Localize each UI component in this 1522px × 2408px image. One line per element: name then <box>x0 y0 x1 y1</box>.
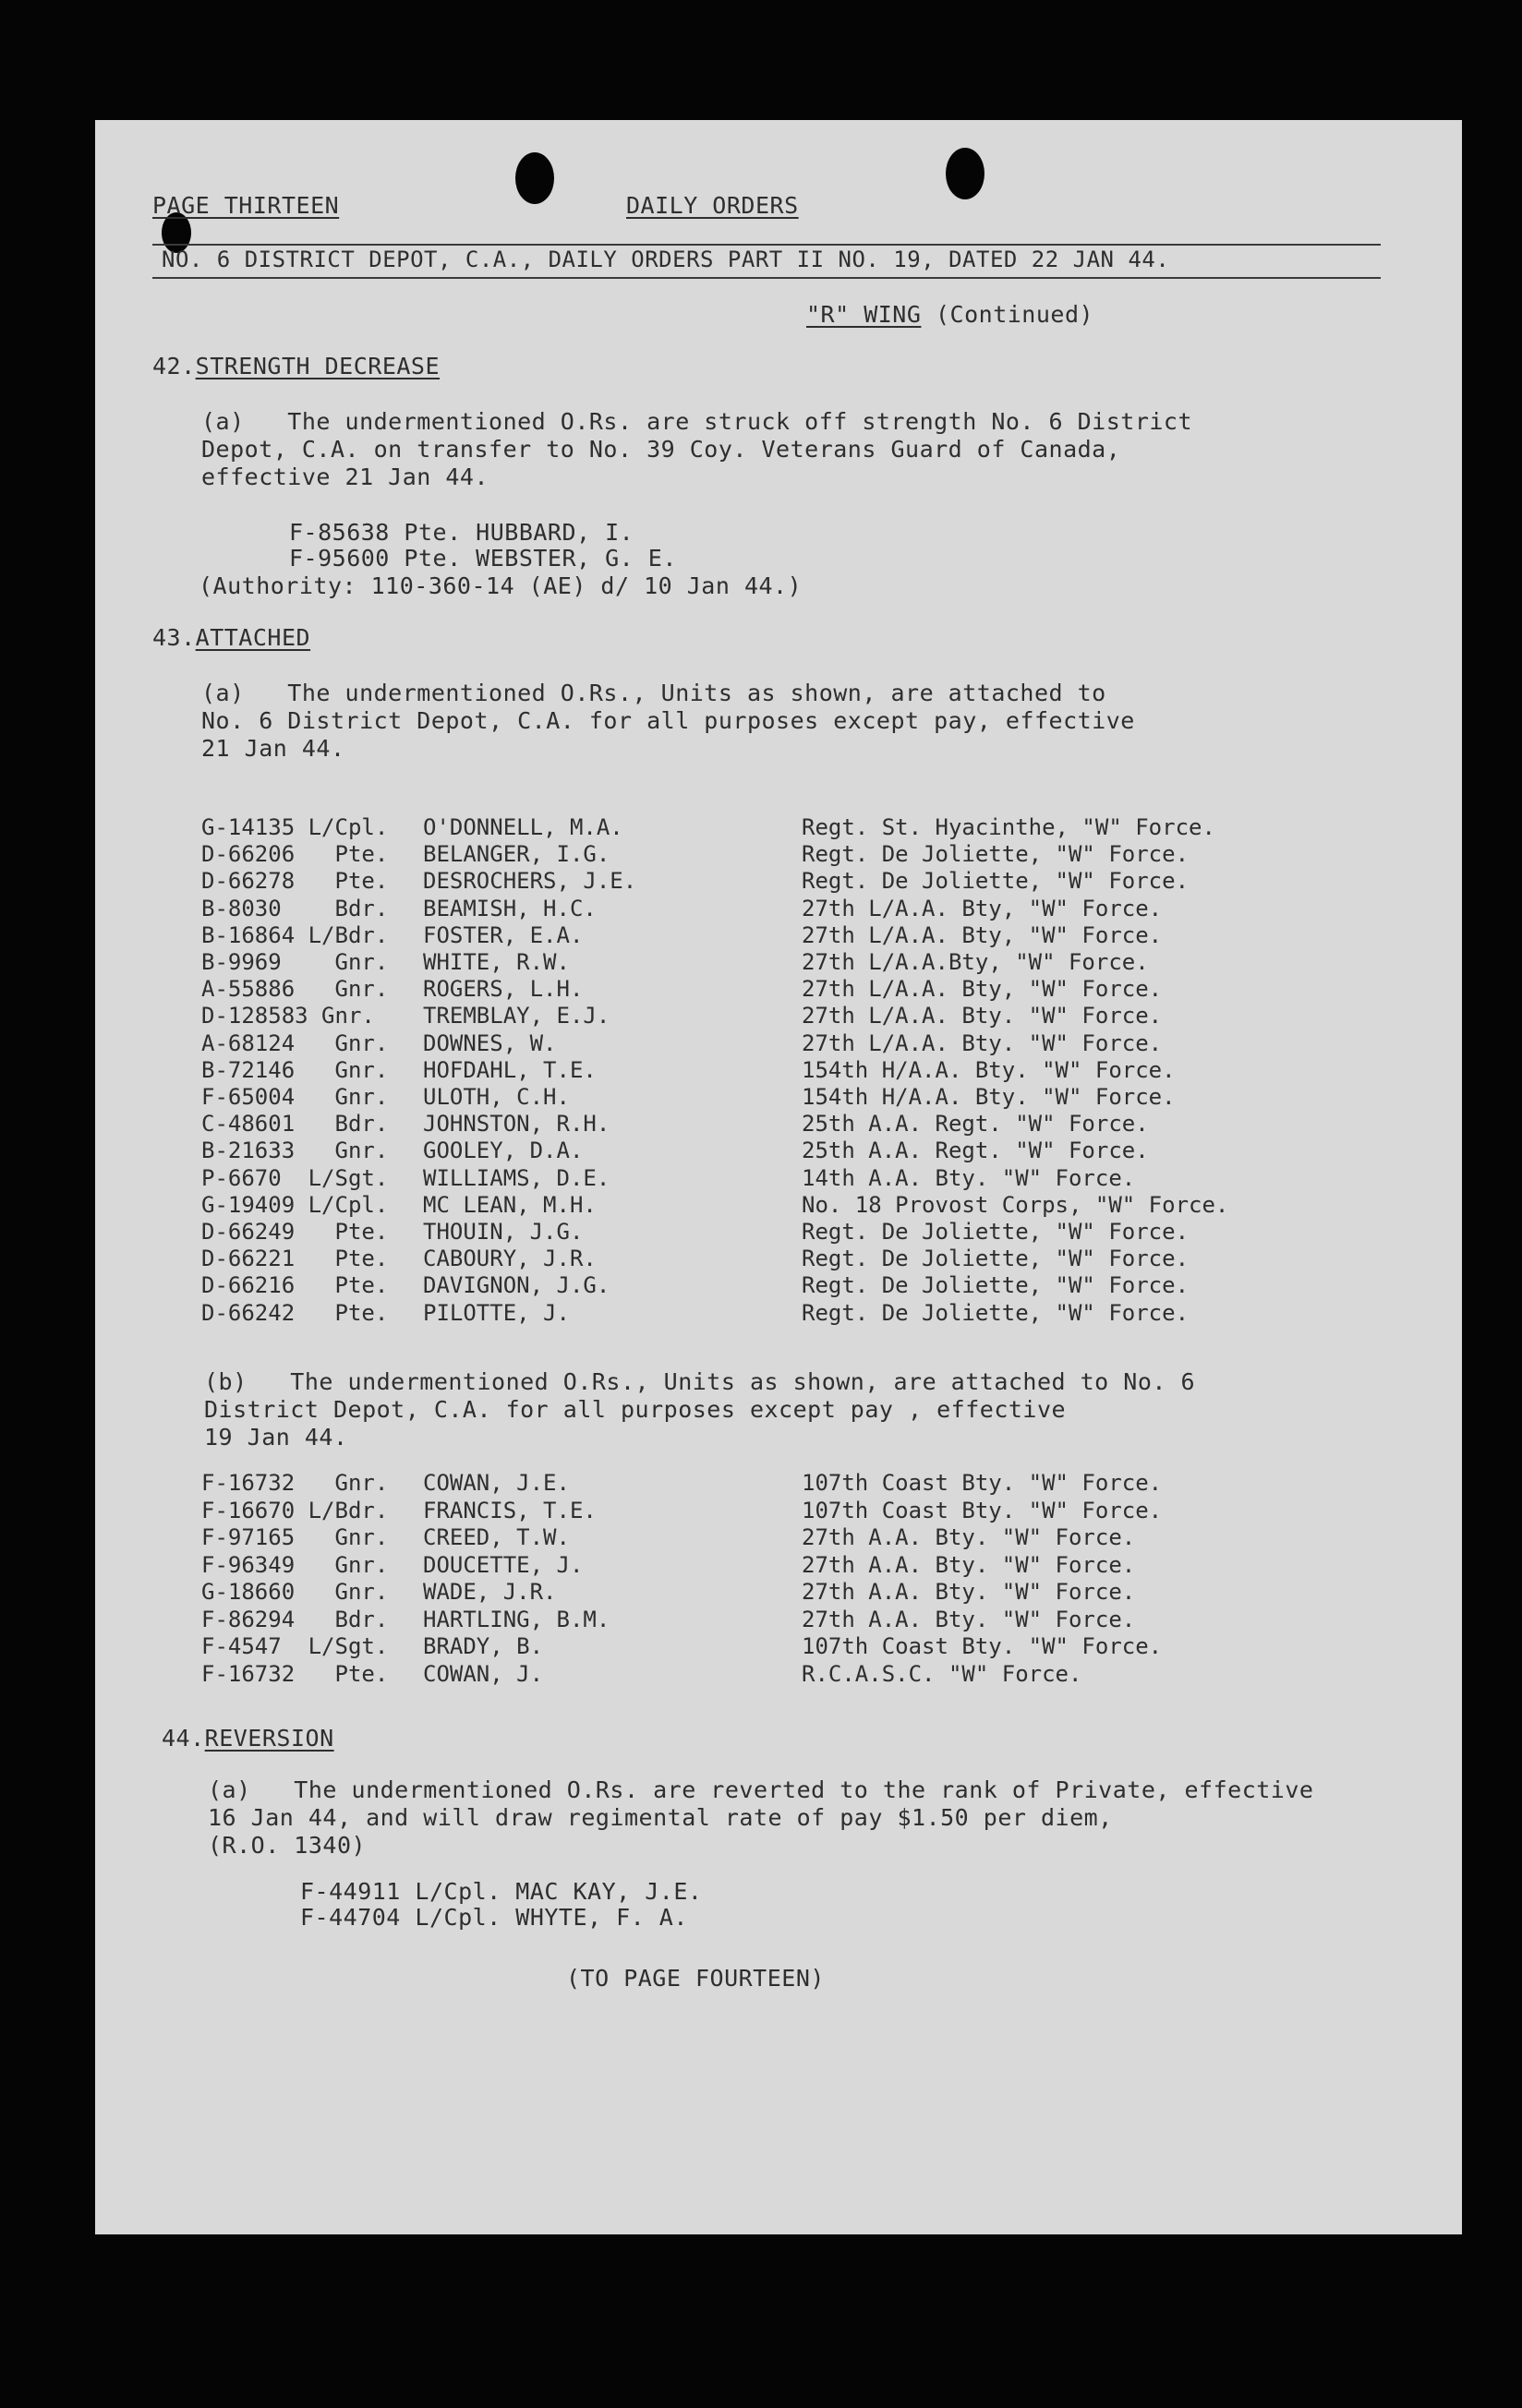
service-number: D-66216 Pte. <box>201 1272 389 1299</box>
unit-name: Regt. De Joliette, "W" Force. <box>802 868 1190 895</box>
member-name: CREED, T.W. <box>423 1524 570 1550</box>
member-name: PILOTTE, J. <box>423 1299 570 1326</box>
service-number: D-66221 Pte. <box>201 1246 389 1272</box>
unit-name: Regt. De Joliette, "W" Force. <box>802 1219 1190 1245</box>
person-entry: F-44911 L/Cpl. MAC KAY, J.E. <box>300 1878 703 1905</box>
member-name: FOSTER, E.A. <box>423 921 584 948</box>
member-name: COWAN, J. <box>423 1660 544 1687</box>
member-name: COWAN, J.E. <box>423 1470 570 1496</box>
section-number: 44. <box>162 1725 205 1752</box>
document-subtitle: NO. 6 DISTRICT DEPOT, C.A., DAILY ORDERS PART II NO. 19, DATED 22 JAN 44. <box>162 247 1170 272</box>
paragraph-line: (b) The undermentioned O.Rs., Units as shown, are attached to No. 6 <box>204 1368 1196 1395</box>
wing-heading <box>806 301 1093 329</box>
unit-name: 107th Coast Bty. "W" Force. <box>802 1470 1163 1496</box>
paragraph-line: 21 Jan 44. <box>201 735 345 762</box>
service-number: A-68124 Gnr. <box>201 1029 389 1056</box>
member-name: ULOTH, C.H. <box>423 1084 570 1110</box>
member-name: DOUCETTE, J. <box>423 1551 584 1578</box>
member-name: WILLIAMS, D.E. <box>423 1164 610 1191</box>
service-number: G-19409 L/Cpl. <box>201 1191 389 1218</box>
member-name: WHITE, R.W. <box>423 949 570 975</box>
section-heading <box>152 353 440 380</box>
service-number: F-97165 Gnr. <box>201 1524 389 1550</box>
service-number: F-16732 Gnr. <box>201 1470 389 1496</box>
unit-name: 27th L/A.A. Bty. "W" Force. <box>802 1029 1163 1056</box>
member-name: TREMBLAY, E.J. <box>423 1003 610 1029</box>
authority-line: (Authority: 110-360-14 (AE) d/ 10 Jan 44.) <box>199 572 803 599</box>
unit-name: No. 18 Provost Corps, "W" Force. <box>802 1191 1229 1218</box>
unit-name: R.C.A.S.C. "W" Force. <box>802 1660 1082 1687</box>
service-number: B-72146 Gnr. <box>201 1056 389 1083</box>
header-rule <box>152 277 1381 279</box>
paragraph-line: No. 6 District Depot, C.A. for all purposes except pay, effective <box>201 707 1135 734</box>
service-number: F-86294 Bdr. <box>201 1606 389 1632</box>
member-name: BRADY, B. <box>423 1633 544 1659</box>
service-number: B-21633 Gnr. <box>201 1138 389 1164</box>
service-number: P-6670 L/Sgt. <box>201 1164 389 1191</box>
unit-name: 27th L/A.A. Bty, "W" Force. <box>802 895 1163 921</box>
unit-name: 27th L/A.A.Bty, "W" Force. <box>802 949 1149 975</box>
service-number: B-8030 Bdr. <box>201 895 389 921</box>
paragraph-line: (R.O. 1340) <box>208 1832 367 1859</box>
unit-name: 27th L/A.A. Bty, "W" Force. <box>802 921 1163 948</box>
member-name: BEAMISH, H.C. <box>423 895 597 921</box>
unit-name: Regt. St. Hyacinthe, "W" Force. <box>802 814 1215 840</box>
member-name: CABOURY, J.R. <box>423 1246 597 1272</box>
unit-name: 27th L/A.A. Bty. "W" Force. <box>802 1003 1163 1029</box>
unit-name: 107th Coast Bty. "W" Force. <box>802 1633 1163 1659</box>
paragraph-line: (a) The undermentioned O.Rs. are struck off strength No. 6 District <box>201 408 1193 435</box>
service-number: F-4547 L/Sgt. <box>201 1633 389 1659</box>
unit-name: Regt. De Joliette, "W" Force. <box>802 841 1190 868</box>
service-number: F-16732 Pte. <box>201 1660 389 1687</box>
service-number: D-66249 Pte. <box>201 1219 389 1245</box>
member-name: THOUIN, J.G. <box>423 1219 584 1245</box>
service-number: G-18660 Gnr. <box>201 1579 389 1605</box>
section-number: 42. <box>152 353 196 379</box>
section-title: REVERSION <box>204 1725 334 1752</box>
unit-name: 154th H/A.A. Bty. "W" Force. <box>802 1084 1176 1110</box>
person-entry: F-95600 Pte. WEBSTER, G. E. <box>289 545 677 572</box>
punch-hole <box>946 148 984 199</box>
wing-continued: (Continued) <box>935 301 1094 328</box>
section-title: ATTACHED <box>195 624 311 651</box>
member-name: DAVIGNON, J.G. <box>423 1272 610 1299</box>
unit-name: 25th A.A. Regt. "W" Force. <box>802 1138 1149 1164</box>
unit-name: 107th Coast Bty. "W" Force. <box>802 1497 1163 1523</box>
unit-name: 27th A.A. Bty. "W" Force. <box>802 1551 1136 1578</box>
page-number: PAGE THIRTEEN <box>152 192 340 219</box>
person-entry: F-44704 L/Cpl. WHYTE, F. A. <box>300 1904 688 1931</box>
member-name: JOHNSTON, R.H. <box>423 1111 610 1138</box>
paragraph-line: (a) The undermentioned O.Rs. are reverted to the rank of Private, effective <box>208 1776 1314 1803</box>
member-name: HOFDAHL, T.E. <box>423 1056 597 1083</box>
member-name: DOWNES, W. <box>423 1029 557 1056</box>
page-title: DAILY ORDERS <box>626 192 799 219</box>
member-name: DESROCHERS, J.E. <box>423 868 637 895</box>
unit-name: Regt. De Joliette, "W" Force. <box>802 1299 1190 1326</box>
document-page <box>95 120 1462 2234</box>
section-heading <box>152 624 310 652</box>
service-number: D-66206 Pte. <box>201 841 389 868</box>
member-name: O'DONNELL, M.A. <box>423 814 623 840</box>
service-number: D-128583 Gnr. <box>201 1003 375 1029</box>
member-name: BELANGER, I.G. <box>423 841 610 868</box>
paragraph-line: (a) The undermentioned O.Rs., Units as shown, are attached to <box>201 680 1106 706</box>
paragraph-line: 16 Jan 44, and will draw regimental rate of pay $1.50 per diem, <box>208 1804 1113 1831</box>
paragraph-line: District Depot, C.A. for all purposes except pay , effective <box>204 1396 1067 1423</box>
service-number: D-66278 Pte. <box>201 868 389 895</box>
unit-name: 27th A.A. Bty. "W" Force. <box>802 1606 1136 1632</box>
service-number: B-9969 Gnr. <box>201 949 389 975</box>
service-number: C-48601 Bdr. <box>201 1111 389 1138</box>
punch-hole <box>515 152 554 204</box>
section-heading <box>162 1725 334 1752</box>
member-name: GOOLEY, D.A. <box>423 1138 584 1164</box>
unit-name: Regt. De Joliette, "W" Force. <box>802 1246 1190 1272</box>
section-title: STRENGTH DECREASE <box>195 353 441 379</box>
wing-name: "R" WING <box>806 301 922 328</box>
member-name: HARTLING, B.M. <box>423 1606 610 1632</box>
continuation-note: (TO PAGE FOURTEEN) <box>566 1965 825 1992</box>
member-name: MC LEAN, M.H. <box>423 1191 597 1218</box>
unit-name: 25th A.A. Regt. "W" Force. <box>802 1111 1149 1138</box>
service-number: F-16670 L/Bdr. <box>201 1497 389 1523</box>
service-number: G-14135 L/Cpl. <box>201 814 389 840</box>
unit-name: 154th H/A.A. Bty. "W" Force. <box>802 1056 1176 1083</box>
paragraph-line: 19 Jan 44. <box>204 1424 348 1451</box>
paragraph-line: effective 21 Jan 44. <box>201 464 489 490</box>
service-number: B-16864 L/Bdr. <box>201 921 389 948</box>
paragraph-line: Depot, C.A. on transfer to No. 39 Coy. Veterans Guard of Canada, <box>201 436 1121 463</box>
unit-name: 27th A.A. Bty. "W" Force. <box>802 1579 1136 1605</box>
unit-name: 14th A.A. Bty. "W" Force. <box>802 1164 1136 1191</box>
unit-name: 27th A.A. Bty. "W" Force. <box>802 1524 1136 1550</box>
person-entry: F-85638 Pte. HUBBARD, I. <box>289 519 634 546</box>
member-name: WADE, J.R. <box>423 1579 557 1605</box>
section-number: 43. <box>152 624 196 651</box>
unit-name: Regt. De Joliette, "W" Force. <box>802 1272 1190 1299</box>
service-number: F-96349 Gnr. <box>201 1551 389 1578</box>
member-name: FRANCIS, T.E. <box>423 1497 597 1523</box>
service-number: F-65004 Gnr. <box>201 1084 389 1110</box>
unit-name: 27th L/A.A. Bty, "W" Force. <box>802 976 1163 1003</box>
member-name: ROGERS, L.H. <box>423 976 584 1003</box>
service-number: D-66242 Pte. <box>201 1299 389 1326</box>
service-number: A-55886 Gnr. <box>201 976 389 1003</box>
